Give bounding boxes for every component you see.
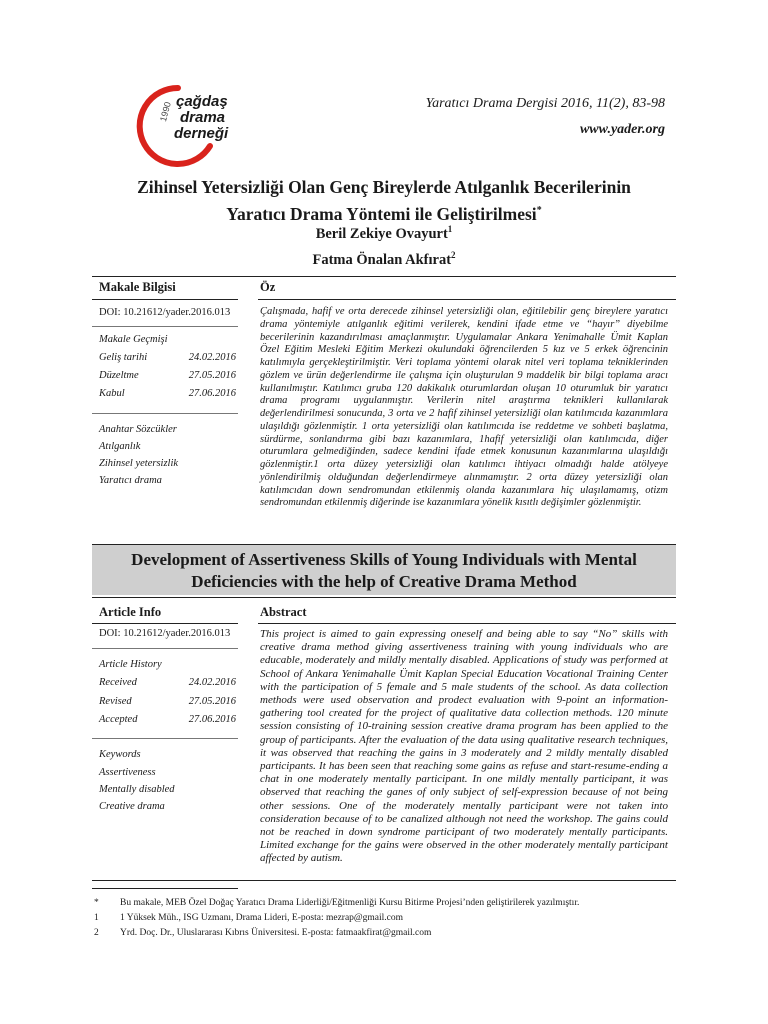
keywords-heading-en: Keywords — [99, 749, 141, 760]
history-date-en: 24.02.2016 — [188, 677, 236, 688]
journal-logo — [118, 80, 238, 170]
footnote-mark: * — [94, 898, 99, 908]
author-1 — [90, 224, 678, 243]
logo-year: 1990 — [158, 100, 173, 123]
info-heading-en: Article Info — [99, 605, 162, 619]
keyword-en: Assertiveness — [99, 767, 156, 778]
footnote-text: Bu makale, MEB Özel Doğaç Yaratıcı Drama Liderliği/Eğitmenliği Kursu Bitirme Projesi’nden geliştirilerek yazılmıştır. — [120, 898, 580, 908]
logo-word-1: çağdaş — [176, 93, 228, 110]
logo-word-2: drama — [180, 109, 226, 126]
divider — [92, 648, 238, 649]
title-english-line1: Development of Assertiveness Skills of Young Individuals with Mental — [131, 550, 637, 569]
abstract-english: This project is aimed to gain expressing oneself and being able to say “No” skills with creative drama method giving assertiveness training with young individuals who are educable, moderately and mildly mentally disabled. Applications of study was performed at School of Ankara Yenimahalle Ümit Kaplan Special Education Vocational Training Center with the participation of 5 female and 5 male students of the school. As data collection methods were used observation and prodect evaluation with 9-point an information-gathering tool created for the project of qualitative data collection methods. 120 minute session consisting of 10-training session creative drama program has been applied to the group of participants. After the evaluation of the data using qualitative research techniques, it was observed that reaching the gains in 3 moderately and 2 mildly mentally disabled participants. It has been seen that reaching some gains as refuse and start-resume-ending a chat in one moderately mentally participant. In one mildly mentally participant, it was observed that reaching the ganes of only subject of self-expression because of not being other sessions. One of the moderately mentally participant were not taken into consideration because of to be canalized although not need the workshop. The gains could not be reached in down syndrome participant of two moderately mentally participants. Limited exchange for the gains were observed in the other moderately mentally participant affected by autism. — [260, 628, 668, 865]
abstract-turkish: Çalışmada, hafif ve orta derecede zihinsel yetersizliği olan, eğitilebilir genç bireylere yaratıcı drama yöntemiyle atılganlık eğitimi verilerek, kendini ifade etme ve “hayır” diyebilme becerilerinin kazandırılması amaçlanmıştır. Uygulamalar Ankara Yenimahalle Ümit Kaplan Özel Eğitim Mesleki Eğitim Merkezi okulundaki öğrencilerden 5 kız ve 5 erkek öğrencinin katılımıyla gerçekleştirilmiştir. Veri toplama yöntemi olarak nitel veri toplama tekniklerinden gözlem ve ürün değerlendirme ile çalışma için oluşturulan 9 maddelik bir bilgi toplama aracı kullanılmıştır. Katılımcı gruba 120 dakikalık oturumlardan oluşan 10 oturumluk bir yaratıcı drama programı uygulanmıştır. Verilerin nitel araştırma teknikleri kullanılarak değerlendirilmesi sonucunda, 3 orta ve 2 hafif zihinsel yetersizliği olan katılımcıda kazanımlara ulaşıldığı gözlenmiştir. 1 orta yetersizliği olan katılımcıda ise reddetme ve sohbeti başlatma, sürdürme, sonlandırma gibi bazı kazanımlara, 1hafif yetersizliği olan katılımcıda, diğer oturumlara gelmediğinden, sadece kendini ifade etmek konusunun kazanımlarına ulaşıldığı gözlenmiştir.1 orta düzey yetersizliği olan katılımcı ihtiyacı olmadığı halde atölyeye yönlendirilmiş olduğundan değerlendirmeye alınmamıştır. 2 orta düzey yetersizliği olan katılımcıdan down sendromundan etkilenmiş olanda kazanımlara hiç ulaşılamamış, otizm sendromundan etkilenmiş diğerinde ise kazanımlara yönelik kısıtlı değişimler gözlenmiştir. — [260, 306, 668, 509]
keyword-en: Creative drama — [99, 801, 165, 812]
divider — [92, 276, 676, 277]
divider — [92, 326, 238, 327]
history-date-en: 27.06.2016 — [188, 714, 236, 725]
author-1-sup: 1 — [447, 224, 453, 234]
divider — [92, 738, 238, 739]
keyword-tr: Yaratıcı drama — [99, 475, 162, 486]
history-label-tr: Kabul — [99, 388, 125, 399]
divider — [92, 597, 676, 598]
footnote-divider — [92, 888, 238, 889]
history-label-tr: Geliş tarihi — [99, 352, 148, 363]
divider — [92, 299, 238, 300]
author-2 — [90, 250, 678, 269]
history-label-tr: Düzeltme — [99, 370, 139, 381]
footnote-text: Yrd. Doç. Dr., Uluslararası Kıbrıs Üniversitesi. E-posta: fatmaakfirat@gmail.com — [120, 928, 432, 938]
logo-word-3: derneği — [174, 125, 229, 142]
keyword-en: Mentally disabled — [99, 784, 175, 795]
divider — [92, 880, 676, 881]
divider — [92, 413, 238, 414]
author-2-sup: 2 — [451, 250, 456, 260]
history-label-en: Accepted — [99, 714, 138, 725]
footnote-text: 1 Yüksek Müh., ISG Uzmanı, Drama Lideri, E-posta: mezrap@gmail.com — [120, 913, 404, 923]
keyword-tr: Zihinsel yetersizlik — [99, 458, 179, 469]
divider — [258, 299, 676, 300]
history-heading-tr: Makale Geçmişi — [99, 334, 168, 345]
history-label-en: Received — [99, 677, 137, 688]
footnote-mark: 2 — [94, 928, 99, 938]
history-label-en: Revised — [99, 696, 132, 707]
author-2-name: Fatma Önalan Akfırat — [312, 251, 452, 268]
doi-tr-link[interactable]: DOI: 10.21612/yader.2016.013 — [99, 307, 231, 318]
history-date-tr: 27.06.2016 — [188, 388, 236, 399]
journal-website-link[interactable]: www.yader.org — [579, 122, 665, 137]
title-english-line2: Deficiencies with the help of Creative Drama Method — [191, 572, 577, 591]
keyword-tr: Atılganlık — [99, 441, 141, 452]
footnote-mark: 1 — [94, 913, 99, 923]
history-date-tr: 27.05.2016 — [188, 370, 236, 381]
author-1-name: Beril Zekiye Ovayurt — [315, 225, 448, 242]
info-heading-tr: Makale Bilgisi — [99, 280, 176, 294]
history-date-tr: 24.02.2016 — [188, 352, 236, 363]
title-turkish-line2: Yaratıcı Drama Yöntemi ile Geliştirilmesi — [226, 203, 537, 224]
journal-citation: Yaratıcı Drama Dergisi 2016, 11(2), 83-98 — [425, 96, 665, 111]
divider — [258, 623, 676, 624]
doi-en-link[interactable]: DOI: 10.21612/yader.2016.013 — [99, 628, 231, 639]
title-footnote-mark: * — [536, 205, 542, 216]
abstract-heading-en: Abstract — [260, 605, 307, 619]
abstract-heading-tr: Öz — [260, 280, 276, 294]
title-english — [92, 549, 676, 593]
keywords-heading-tr: Anahtar Sözcükler — [99, 424, 177, 435]
divider — [92, 623, 238, 624]
title-turkish — [90, 176, 678, 226]
history-heading-en: Article History — [99, 659, 162, 670]
history-date-en: 27.05.2016 — [188, 696, 236, 707]
title-turkish-line1: Zihinsel Yetersizliği Olan Genç Bireylerde Atılganlık Becerilerinin — [137, 177, 631, 197]
